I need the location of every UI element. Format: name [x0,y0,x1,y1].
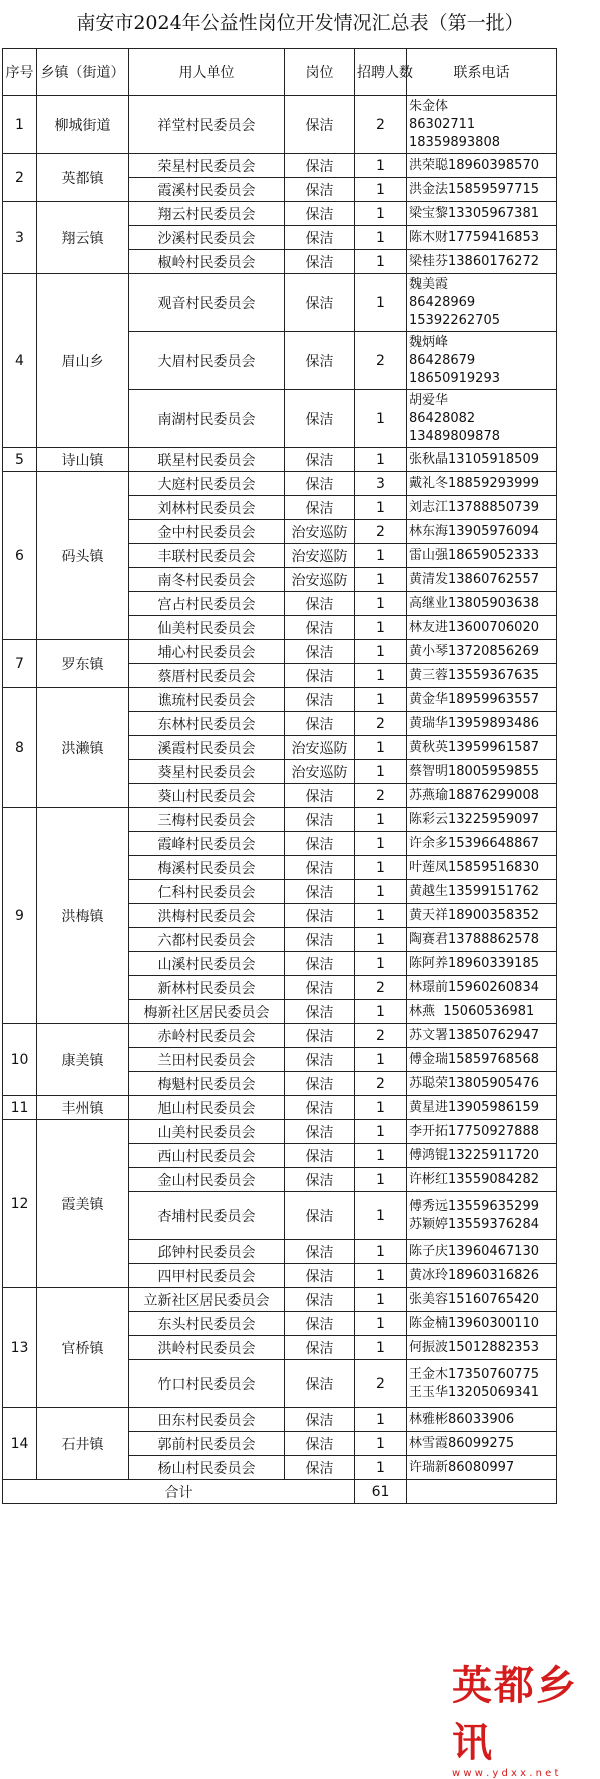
table-row [3,472,557,496]
cell-count: 2 [355,1072,407,1096]
cell-count: 2 [355,520,407,544]
cell-town: 罗东镇 [37,640,129,688]
cell-phone: 高继业13805903638 [407,592,557,616]
cell-count: 1 [355,1192,407,1240]
cell-phone: 陈木财17759416853 [407,226,557,250]
cell-post: 治安巡防 [285,736,355,760]
cell-post: 保洁 [285,928,355,952]
cell-count: 2 [355,976,407,1000]
cell-count: 1 [355,1456,407,1480]
cell-phone: 黄金华18959963557 [407,688,557,712]
cell-count: 1 [355,952,407,976]
cell-phone: 洪金法15859597715 [407,178,557,202]
cell-unit: 新林村民委员会 [129,976,285,1000]
cell-phone: 刘志江13788850739 [407,496,557,520]
watermark-text: 英都乡讯 [452,1662,578,1766]
cell-unit: 椒岭村民委员会 [129,250,285,274]
table-row [3,1024,557,1048]
cell-phone: 陶赛君13788862578 [407,928,557,952]
cell-count: 1 [355,640,407,664]
cell-post: 治安巡防 [285,760,355,784]
cell-count: 1 [355,1336,407,1360]
cell-unit: 洪梅村民委员会 [129,904,285,928]
cell-post: 治安巡防 [285,568,355,592]
cell-phone: 黄小琴13720856269 [407,640,557,664]
cell-post: 保洁 [285,616,355,640]
cell-count: 1 [355,1312,407,1336]
cell-unit: 葵山村民委员会 [129,784,285,808]
cell-phone: 林雪霞86099275 [407,1432,557,1456]
cell-unit: 葵星村民委员会 [129,760,285,784]
cell-count: 1 [355,154,407,178]
cell-phone: 傅秀远13559635299 苏颖婷13559376284 [407,1192,557,1240]
watermark-logo [452,1654,600,1779]
cell-phone: 黄冰玲18960316826 [407,1264,557,1288]
watermark-url: w w w . y d x x . n e t [452,1768,559,1779]
table-row [3,202,557,226]
cell-unit: 赤岭村民委员会 [129,1024,285,1048]
header-count: 招聘人数 [355,49,407,96]
cell-count: 1 [355,808,407,832]
cell-post: 保洁 [285,1096,355,1120]
cell-post: 保洁 [285,1288,355,1312]
cell-town: 石井镇 [37,1408,129,1480]
cell-count: 1 [355,202,407,226]
cell-post: 保洁 [285,1192,355,1240]
cell-phone: 梁桂芬13860176272 [407,250,557,274]
cell-phone: 林璟前15960260834 [407,976,557,1000]
cell-unit: 西山村民委员会 [129,1144,285,1168]
cell-unit: 宫占村民委员会 [129,592,285,616]
table-header-row [3,49,557,96]
cell-phone: 何振波15012882353 [407,1336,557,1360]
cell-count: 2 [355,712,407,736]
cell-unit: 谯琉村民委员会 [129,688,285,712]
cell-phone: 叶莲凤15859516830 [407,856,557,880]
cell-count: 2 [355,96,407,154]
cell-phone: 林雅彬86033906 [407,1408,557,1432]
cell-post: 保洁 [285,880,355,904]
cell-post: 保洁 [285,1024,355,1048]
cell-phone: 黄三蓉13559367635 [407,664,557,688]
cell-town: 诗山镇 [37,448,129,472]
cell-post: 保洁 [285,332,355,390]
cell-count: 1 [355,544,407,568]
cell-phone: 魏美霞 86428969 15392262705 [407,274,557,332]
cell-no: 10 [3,1024,37,1096]
cell-unit: 杨山村民委员会 [129,1456,285,1480]
cell-post: 保洁 [285,274,355,332]
cell-phone: 洪荣聪18960398570 [407,154,557,178]
cell-phone: 黄星进13905986159 [407,1096,557,1120]
cell-unit: 杏埔村民委员会 [129,1192,285,1240]
cell-post: 保洁 [285,592,355,616]
cell-post: 保洁 [285,1264,355,1288]
cell-phone: 梁宝黎13305967381 [407,202,557,226]
cell-unit: 兰田村民委员会 [129,1048,285,1072]
cell-unit: 蔡厝村民委员会 [129,664,285,688]
header-unit: 用人单位 [129,49,285,96]
cell-count: 2 [355,332,407,390]
cell-town: 丰州镇 [37,1096,129,1120]
cell-unit: 三梅村民委员会 [129,808,285,832]
cell-post: 保洁 [285,448,355,472]
cell-post: 保洁 [285,96,355,154]
table-row [3,154,557,178]
header-no: 序号 [3,49,37,96]
cell-unit: 梅溪村民委员会 [129,856,285,880]
cell-unit: 东林村民委员会 [129,712,285,736]
cell-count: 1 [355,250,407,274]
cell-phone: 傅金瑞15859768568 [407,1048,557,1072]
cell-post: 保洁 [285,1312,355,1336]
cell-count: 1 [355,1168,407,1192]
cell-phone: 张秋晶13105918509 [407,448,557,472]
cell-phone: 陈彩云13225959097 [407,808,557,832]
cell-count: 2 [355,784,407,808]
cell-post: 保洁 [285,390,355,448]
cell-no: 2 [3,154,37,202]
cell-phone: 许彬红13559084282 [407,1168,557,1192]
cell-post: 保洁 [285,664,355,688]
header-phone: 联系电话 [407,49,557,96]
cell-town: 官桥镇 [37,1288,129,1408]
cell-count: 1 [355,226,407,250]
cell-unit: 洪岭村民委员会 [129,1336,285,1360]
cell-post: 保洁 [285,250,355,274]
cell-post: 保洁 [285,712,355,736]
cell-no: 8 [3,688,37,808]
total-count: 61 [355,1480,407,1504]
cell-count: 1 [355,856,407,880]
cell-no: 7 [3,640,37,688]
cell-post: 保洁 [285,1000,355,1024]
cell-count: 1 [355,928,407,952]
cell-phone: 苏聪荣13805905476 [407,1072,557,1096]
cell-count: 1 [355,616,407,640]
cell-unit: 竹口村民委员会 [129,1360,285,1408]
cell-no: 11 [3,1096,37,1120]
cell-phone: 傅鸿锟13225911720 [407,1144,557,1168]
cell-unit: 南湖村民委员会 [129,390,285,448]
cell-count: 1 [355,1240,407,1264]
cell-count: 2 [355,1024,407,1048]
table-row [3,1288,557,1312]
cell-post: 保洁 [285,1072,355,1096]
cell-unit: 金山村民委员会 [129,1168,285,1192]
total-label: 合计 [3,1480,355,1504]
cell-phone: 雷山强18659052333 [407,544,557,568]
cell-count: 1 [355,760,407,784]
table-body [3,96,557,1504]
cell-count: 1 [355,448,407,472]
table-row [3,640,557,664]
cell-unit: 仙美村民委员会 [129,616,285,640]
cell-town: 柳城街道 [37,96,129,154]
cell-phone: 张美容15160765420 [407,1288,557,1312]
header-town: 乡镇（街道） [37,49,129,96]
cell-post: 保洁 [285,154,355,178]
cell-count: 1 [355,832,407,856]
cell-phone: 王金木17350760775 王玉华13205069341 [407,1360,557,1408]
cell-count: 1 [355,178,407,202]
cell-post: 保洁 [285,1456,355,1480]
cell-phone: 陈子庆13960467130 [407,1240,557,1264]
cell-count: 1 [355,1096,407,1120]
table-row [3,688,557,712]
cell-town: 翔云镇 [37,202,129,274]
cell-no: 1 [3,96,37,154]
cell-unit: 立新社区居民委员会 [129,1288,285,1312]
cell-post: 保洁 [285,1360,355,1408]
cell-phone: 戴礼冬18859293999 [407,472,557,496]
cell-unit: 田东村民委员会 [129,1408,285,1432]
cell-post: 保洁 [285,226,355,250]
cell-post: 保洁 [285,784,355,808]
cell-town: 洪梅镇 [37,808,129,1024]
cell-post: 保洁 [285,856,355,880]
cell-post: 保洁 [285,640,355,664]
cell-unit: 荣星村民委员会 [129,154,285,178]
cell-unit: 仁科村民委员会 [129,880,285,904]
cell-unit: 埔心村民委员会 [129,640,285,664]
cell-unit: 大眉村民委员会 [129,332,285,390]
cell-post: 保洁 [285,178,355,202]
cell-phone: 黄瑞华13959893486 [407,712,557,736]
page-title: 南安市2024年公益性岗位开发情况汇总表（第一批） [76,12,524,34]
table-row [3,448,557,472]
cell-post: 保洁 [285,1432,355,1456]
table-row [3,808,557,832]
cell-phone: 黄清发13860762557 [407,568,557,592]
cell-post: 保洁 [285,1240,355,1264]
cell-count: 1 [355,568,407,592]
cell-unit: 旭山村民委员会 [129,1096,285,1120]
cell-phone: 黄秋英13959961587 [407,736,557,760]
cell-phone: 苏文署13850762947 [407,1024,557,1048]
cell-count: 1 [355,496,407,520]
cell-phone: 苏燕瑜18876299008 [407,784,557,808]
header-post: 岗位 [285,49,355,96]
cell-post: 治安巡防 [285,544,355,568]
cell-phone: 陈阿养18960339185 [407,952,557,976]
cell-post: 保洁 [285,1408,355,1432]
cell-phone: 胡爱华 86428082 13489809878 [407,390,557,448]
cell-no: 5 [3,448,37,472]
cell-count: 1 [355,904,407,928]
cell-no: 4 [3,274,37,448]
cell-count: 1 [355,1048,407,1072]
cell-count: 1 [355,1120,407,1144]
cell-count: 1 [355,688,407,712]
cell-unit: 四甲村民委员会 [129,1264,285,1288]
cell-no: 6 [3,472,37,640]
cell-town: 眉山乡 [37,274,129,448]
cell-unit: 东头村民委员会 [129,1312,285,1336]
cell-post: 治安巡防 [285,520,355,544]
cell-phone: 李开拓17750927888 [407,1120,557,1144]
table-row [3,1408,557,1432]
cell-unit: 溪霞村民委员会 [129,736,285,760]
cell-phone: 黄天祥18900358352 [407,904,557,928]
cell-post: 保洁 [285,1120,355,1144]
cell-unit: 沙溪村民委员会 [129,226,285,250]
cell-post: 保洁 [285,496,355,520]
cell-town: 英都镇 [37,154,129,202]
cell-post: 保洁 [285,976,355,1000]
cell-post: 保洁 [285,1144,355,1168]
cell-unit: 观音村民委员会 [129,274,285,332]
table-row [3,1096,557,1120]
cell-no: 9 [3,808,37,1024]
cell-post: 保洁 [285,952,355,976]
cell-no: 12 [3,1120,37,1288]
cell-unit: 翔云村民委员会 [129,202,285,226]
cell-phone: 魏炳峰 86428679 18650919293 [407,332,557,390]
cell-phone: 黄越生13599151762 [407,880,557,904]
cell-unit: 霞溪村民委员会 [129,178,285,202]
cell-count: 1 [355,664,407,688]
cell-post: 保洁 [285,202,355,226]
cell-phone: 朱金体 86302711 18359893808 [407,96,557,154]
cell-count: 1 [355,274,407,332]
cell-unit: 祥堂村民委员会 [129,96,285,154]
cell-phone: 陈金楠13960300110 [407,1312,557,1336]
cell-post: 保洁 [285,688,355,712]
cell-count: 1 [355,1264,407,1288]
cell-count: 1 [355,1432,407,1456]
cell-phone: 许瑞新86080997 [407,1456,557,1480]
cell-phone: 林东海13905976094 [407,520,557,544]
cell-phone: 蔡智明18005959855 [407,760,557,784]
cell-phone: 许余多15396648867 [407,832,557,856]
cell-town: 码头镇 [37,472,129,640]
cell-town: 霞美镇 [37,1120,129,1288]
cell-count: 3 [355,472,407,496]
cell-post: 保洁 [285,832,355,856]
cell-unit: 丰联村民委员会 [129,544,285,568]
cell-unit: 郭前村民委员会 [129,1432,285,1456]
cell-town: 康美镇 [37,1024,129,1096]
cell-count: 1 [355,1288,407,1312]
cell-phone: 林燕 15060536981 [407,1000,557,1024]
cell-post: 保洁 [285,472,355,496]
cell-unit: 大庭村民委员会 [129,472,285,496]
cell-unit: 南冬村民委员会 [129,568,285,592]
cell-count: 2 [355,1360,407,1408]
cell-unit: 刘林村民委员会 [129,496,285,520]
total-row [3,1480,557,1504]
cell-unit: 六都村民委员会 [129,928,285,952]
cell-count: 1 [355,1000,407,1024]
table-row [3,1120,557,1144]
cell-unit: 山溪村民委员会 [129,952,285,976]
cell-count: 1 [355,592,407,616]
cell-count: 1 [355,390,407,448]
cell-count: 1 [355,1144,407,1168]
total-phone [407,1480,557,1504]
cell-unit: 梅魁村民委员会 [129,1072,285,1096]
cell-unit: 山美村民委员会 [129,1120,285,1144]
cell-unit: 梅新社区居民委员会 [129,1000,285,1024]
cell-no: 3 [3,202,37,274]
cell-post: 保洁 [285,1168,355,1192]
cell-unit: 邱钟村民委员会 [129,1240,285,1264]
table-row [3,274,557,332]
cell-no: 13 [3,1288,37,1408]
cell-post: 保洁 [285,808,355,832]
recruitment-table [2,48,557,1504]
cell-count: 1 [355,880,407,904]
cell-unit: 金中村民委员会 [129,520,285,544]
cell-unit: 联星村民委员会 [129,448,285,472]
cell-unit: 霞峰村民委员会 [129,832,285,856]
cell-post: 保洁 [285,1048,355,1072]
cell-count: 1 [355,1408,407,1432]
cell-phone: 林友进13600706020 [407,616,557,640]
cell-no: 14 [3,1408,37,1480]
cell-post: 保洁 [285,904,355,928]
cell-town: 洪濑镇 [37,688,129,808]
table-row [3,96,557,154]
cell-count: 1 [355,736,407,760]
cell-post: 保洁 [285,1336,355,1360]
